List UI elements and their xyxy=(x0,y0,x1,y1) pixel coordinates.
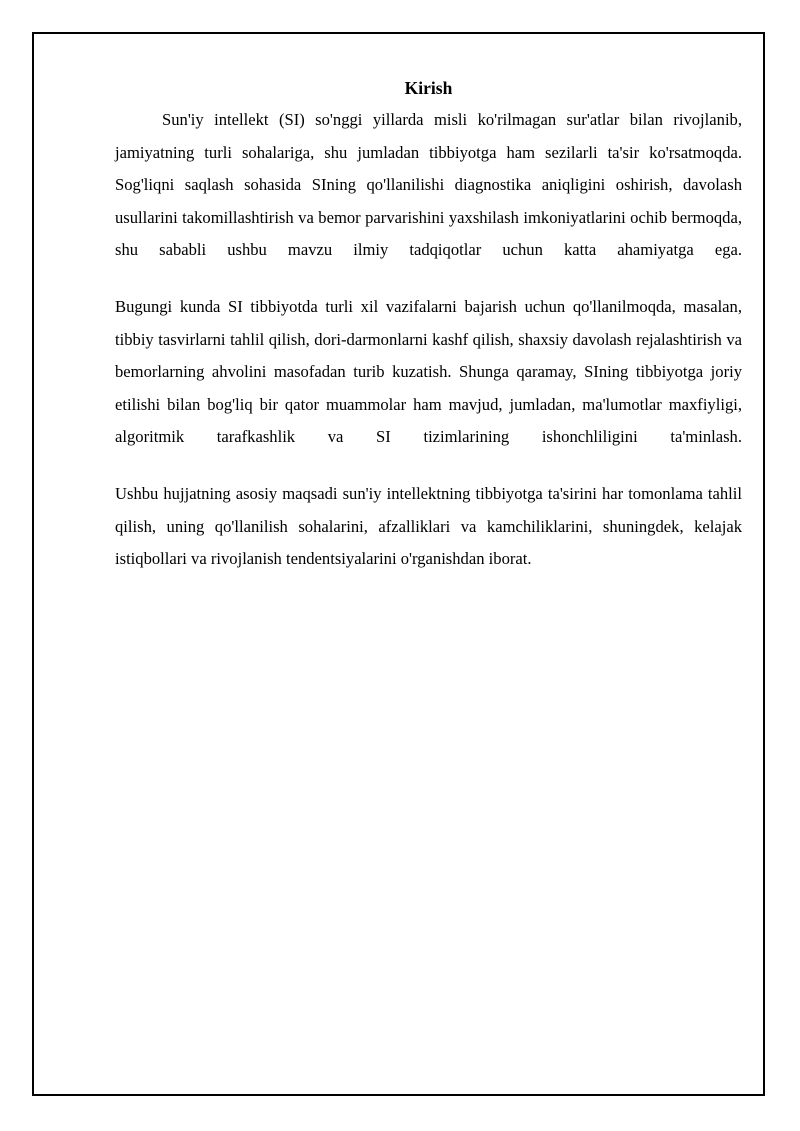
paragraph-gap xyxy=(115,454,742,478)
paragraph-3: Ushbu hujjatning asosiy maqsadi sun'iy intellektning tibbiyotga ta'sirini har tomonlama tahlil qilish, uning qo'llanilish sohalarini, afzalliklari va kamchiliklarini, shuningdek, kelajak istiqbollari va rivojlanish tendentsiyalarini o'rganishdan iborat. xyxy=(115,483,742,569)
document-title: Kirish xyxy=(404,78,453,98)
paragraph-1: Sun'iy intellekt (SI) so'nggi yillarda misli ko'rilmagan sur'atlar bilan rivojlanib, jamiyatning turli sohalariga, shu jumladan tibbiyotga ham sezilarli ta'sir ko'rsatmoqda. Sog'liqni saqlash sohasida SIning qo'llanilishi diagnostika aniqligini oshirish, davolash usullarini takomillashtirish va bemor parvarishini yaxshilash imkoniyatlarini ochib bermoqda, shu sababli ushbu mavzu ilmiy tadqiqotlar uchun katta ahamiyatga ega. xyxy=(115,110,742,260)
document-body xyxy=(115,74,742,576)
paragraph-2: Bugungi kunda SI tibbiyotda turli xil vazifalarni bajarish uchun qo'llanilmoqda, masalan, tibbiy tasvirlarni tahlil qilish, dori-darmonlarni kashf qilish, shaxsiy davolash rejalashtirish va bemorlarning ahvolini masofadan turib kuzatish. Shunga qaramay, SIning tibbiyotga joriy etilishi bilan bog'liq bir qator muammolar ham mavjud, jumladan, ma'lumotlar maxfiyligi, algoritmik tarafkashlik va SI tizimlarining ishonchliligini ta'minlash. xyxy=(115,296,742,447)
paragraph-gap xyxy=(115,267,742,291)
